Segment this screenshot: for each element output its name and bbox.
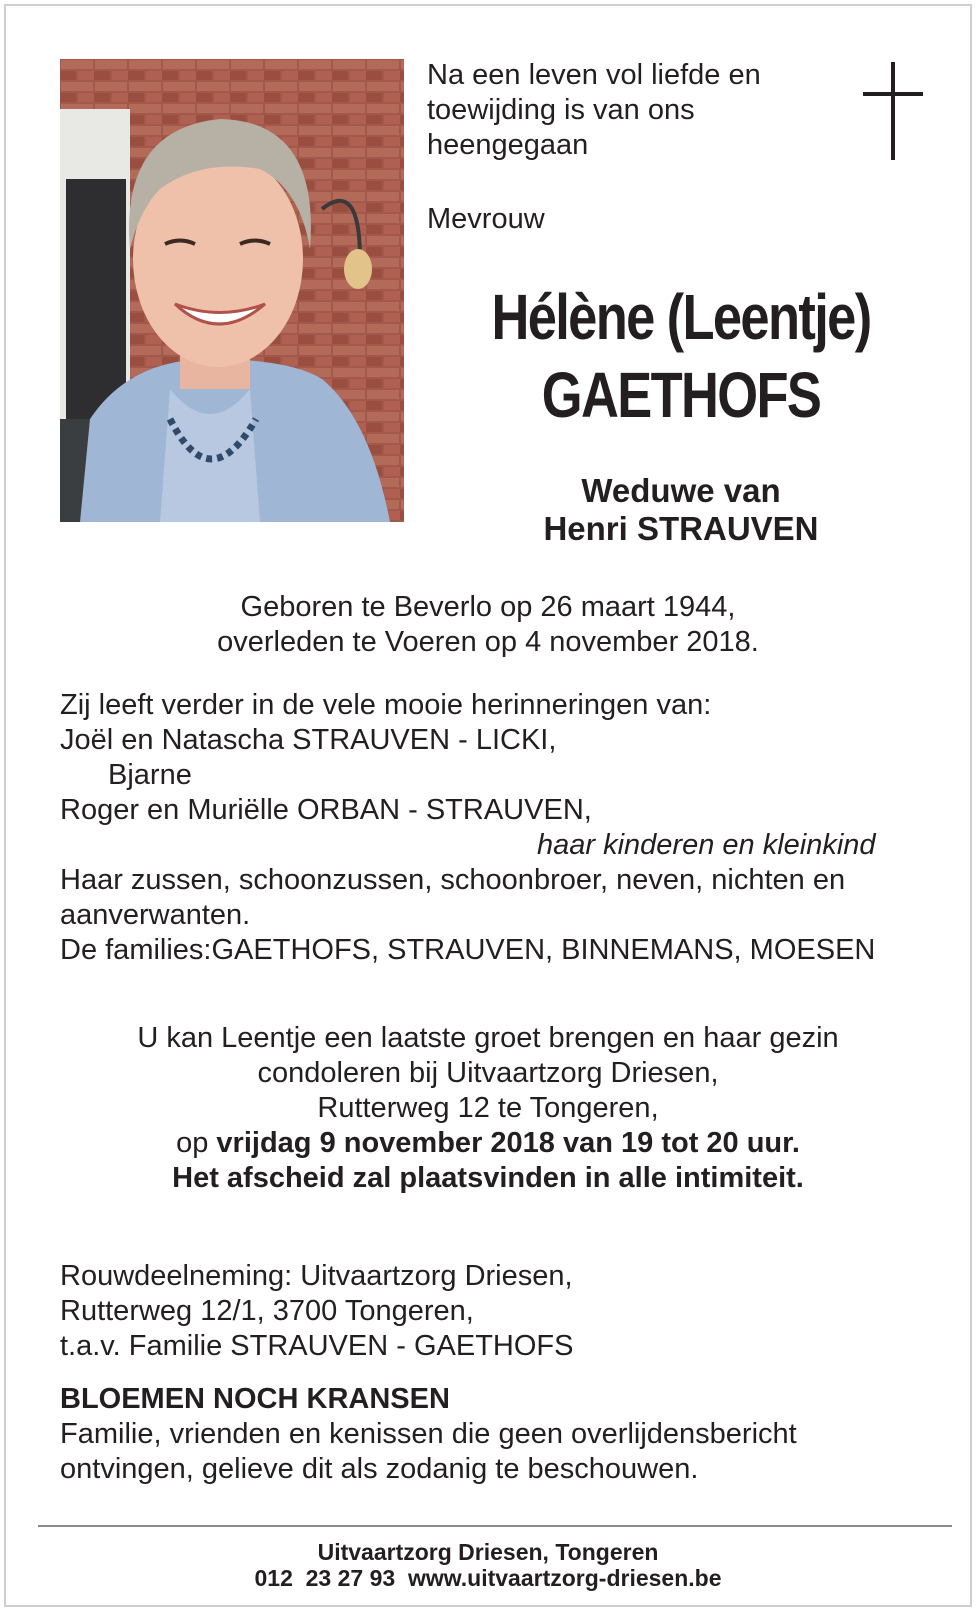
- visit-datetime-value: vrijdag 9 november 2018 van 19 tot 20 uur.: [216, 1127, 800, 1159]
- birth-death-info: [6, 590, 970, 660]
- flowers-line: Familie, vrienden en kenissen die geen overlijdensbericht: [60, 1418, 797, 1450]
- survivor-role: haar kinderen en kleinkind: [537, 829, 876, 861]
- cross-icon: [863, 62, 927, 160]
- survivor-child: Joël en Natascha STRAUVEN - LICKI,: [60, 724, 557, 756]
- death-line: overleden te Voeren op 4 november 2018.: [217, 626, 759, 658]
- visit-line: U kan Leentje een laatste groet brengen en haar gezin: [137, 1022, 839, 1054]
- mourning-line: Rouwdeelneming: Uitvaartzorg Driesen,: [60, 1260, 573, 1292]
- survivors-list: [60, 688, 876, 968]
- flowers-line: ontvingen, gelieve dit als zodanig te beschouwen.: [60, 1453, 699, 1485]
- survivor-child: Roger en Muriëlle ORBAN - STRAUVEN,: [60, 794, 592, 826]
- deceased-surname: GAETHOFS: [541, 359, 821, 431]
- birth-line: Geboren te Beverlo op 26 maart 1944,: [240, 591, 736, 623]
- flowers-heading: BLOEMEN NOCH KRANSEN: [60, 1383, 450, 1415]
- visitation-info: [6, 1021, 970, 1196]
- intro-line: Na een leven vol liefde en: [427, 59, 761, 91]
- survivor-grandchild: Bjarne: [108, 759, 192, 791]
- honorific: Mevrouw: [427, 203, 545, 235]
- visit-line: Rutterweg 12 te Tongeren,: [317, 1092, 659, 1124]
- survivor-siblings: Haar zussen, schoonzussen, schoonbroer, neven, nichten en: [60, 864, 846, 896]
- intro-line: toewijding is van ons: [427, 94, 695, 126]
- funeral-home-name: Uitvaartzorg Driesen, Tongeren: [317, 1539, 659, 1565]
- survivors-intro: Zij leeft verder in de vele mooie herinneringen van:: [60, 689, 712, 721]
- spouse-name: Henri STRAUVEN: [543, 510, 819, 547]
- widow-label: Weduwe van: [581, 472, 781, 509]
- obituary-card: [4, 4, 972, 1607]
- portrait-photo: [60, 59, 404, 522]
- mourning-line: Rutterweg 12/1, 3700 Tongeren,: [60, 1295, 474, 1327]
- footer-divider: [38, 1525, 952, 1527]
- visit-line: condoleren bij Uitvaartzorg Driesen,: [257, 1057, 719, 1089]
- deceased-name: [421, 278, 941, 434]
- visit-datetime-prefix: op: [176, 1127, 217, 1159]
- funeral-home-contact: 012 23 27 93 www.uitvaartzorg-driesen.be: [254, 1565, 722, 1591]
- funeral-home-footer: [6, 1539, 970, 1591]
- survivor-families: De families:GAETHOFS, STRAUVEN, BINNEMANS, MOESEN: [60, 934, 876, 966]
- widow-of: [421, 472, 941, 548]
- flowers-notice: [60, 1382, 797, 1487]
- survivor-siblings: aanverwanten.: [60, 899, 251, 931]
- farewell-note: Het afscheid zal plaatsvinden in alle intimiteit.: [172, 1162, 804, 1194]
- visit-datetime: [6, 1126, 970, 1161]
- deceased-first-name: Hélène (Leentje): [491, 281, 871, 353]
- mourning-line: t.a.v. Familie STRAUVEN - GAETHOFS: [60, 1330, 574, 1362]
- intro-text: [427, 58, 761, 163]
- intro-line: heengegaan: [427, 129, 589, 161]
- mourning-address: [60, 1259, 573, 1364]
